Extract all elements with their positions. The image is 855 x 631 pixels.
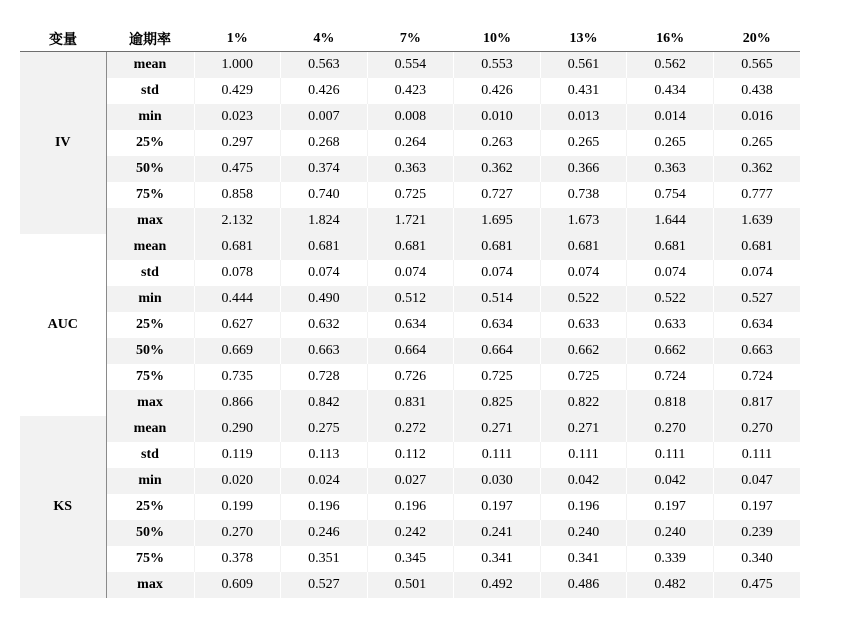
value-cell: 0.735 — [194, 364, 281, 390]
value-cell: 0.275 — [281, 416, 368, 442]
value-cell: 0.111 — [454, 442, 541, 468]
value-cell: 0.633 — [627, 312, 714, 338]
value-cell: 0.111 — [540, 442, 627, 468]
header-rate-7: 7% — [367, 26, 454, 52]
table-row — [20, 416, 800, 442]
value-cell: 0.074 — [454, 260, 541, 286]
stat-label: mean — [106, 234, 194, 260]
stat-label: min — [106, 104, 194, 130]
value-cell: 0.822 — [540, 390, 627, 416]
stat-label: 75% — [106, 182, 194, 208]
value-cell: 0.434 — [627, 78, 714, 104]
value-cell: 1.824 — [281, 208, 368, 234]
value-cell: 0.013 — [540, 104, 627, 130]
stat-label: 25% — [106, 494, 194, 520]
value-cell: 1.644 — [627, 208, 714, 234]
table-row — [20, 312, 800, 338]
stat-label: 50% — [106, 338, 194, 364]
value-cell: 0.270 — [194, 520, 281, 546]
value-cell: 0.490 — [281, 286, 368, 312]
value-cell: 0.362 — [713, 156, 800, 182]
value-cell: 0.777 — [713, 182, 800, 208]
header-variable: 变量 — [20, 26, 106, 52]
value-cell: 0.866 — [194, 390, 281, 416]
stat-label: mean — [106, 52, 194, 79]
value-cell: 0.366 — [540, 156, 627, 182]
value-cell: 0.016 — [713, 104, 800, 130]
value-cell: 0.426 — [454, 78, 541, 104]
value-cell: 0.272 — [367, 416, 454, 442]
value-cell: 0.426 — [281, 78, 368, 104]
value-cell: 0.492 — [454, 572, 541, 598]
value-cell: 0.444 — [194, 286, 281, 312]
table-row — [20, 156, 800, 182]
value-cell: 0.669 — [194, 338, 281, 364]
value-cell: 0.119 — [194, 442, 281, 468]
value-cell: 0.341 — [454, 546, 541, 572]
value-cell: 0.554 — [367, 52, 454, 79]
value-cell: 1.721 — [367, 208, 454, 234]
value-cell: 0.197 — [627, 494, 714, 520]
value-cell: 0.681 — [627, 234, 714, 260]
value-cell: 0.681 — [367, 234, 454, 260]
table-row — [20, 182, 800, 208]
header-rate-20: 20% — [713, 26, 800, 52]
table-row — [20, 52, 800, 79]
value-cell: 0.553 — [454, 52, 541, 79]
stat-label: std — [106, 442, 194, 468]
stat-label: std — [106, 260, 194, 286]
table-row — [20, 130, 800, 156]
value-cell: 0.831 — [367, 390, 454, 416]
value-cell: 0.265 — [627, 130, 714, 156]
value-cell: 0.501 — [367, 572, 454, 598]
value-cell: 1.639 — [713, 208, 800, 234]
value-cell: 0.246 — [281, 520, 368, 546]
value-cell: 0.010 — [454, 104, 541, 130]
stat-label: min — [106, 286, 194, 312]
value-cell: 0.561 — [540, 52, 627, 79]
value-cell: 0.008 — [367, 104, 454, 130]
value-cell: 0.240 — [540, 520, 627, 546]
table-row — [20, 260, 800, 286]
value-cell: 0.345 — [367, 546, 454, 572]
stat-label: 75% — [106, 364, 194, 390]
value-cell: 0.113 — [281, 442, 368, 468]
value-cell: 0.264 — [367, 130, 454, 156]
value-cell: 0.240 — [627, 520, 714, 546]
table-row — [20, 208, 800, 234]
variable-label: KS — [20, 416, 106, 598]
value-cell: 0.265 — [540, 130, 627, 156]
table-row — [20, 468, 800, 494]
value-cell: 0.014 — [627, 104, 714, 130]
value-cell: 0.423 — [367, 78, 454, 104]
value-cell: 0.024 — [281, 468, 368, 494]
stat-label: 75% — [106, 546, 194, 572]
value-cell: 1.673 — [540, 208, 627, 234]
value-cell: 0.363 — [367, 156, 454, 182]
stat-label: mean — [106, 416, 194, 442]
value-cell: 0.825 — [454, 390, 541, 416]
table-row — [20, 338, 800, 364]
table-row — [20, 442, 800, 468]
value-cell: 0.297 — [194, 130, 281, 156]
value-cell: 0.818 — [627, 390, 714, 416]
value-cell: 0.681 — [281, 234, 368, 260]
value-cell: 0.351 — [281, 546, 368, 572]
value-cell: 0.738 — [540, 182, 627, 208]
value-cell: 0.664 — [367, 338, 454, 364]
value-cell: 0.681 — [194, 234, 281, 260]
value-cell: 0.111 — [713, 442, 800, 468]
value-cell: 0.663 — [281, 338, 368, 364]
value-cell: 0.270 — [713, 416, 800, 442]
value-cell: 0.664 — [454, 338, 541, 364]
value-cell: 0.341 — [540, 546, 627, 572]
stat-label: min — [106, 468, 194, 494]
table-row — [20, 286, 800, 312]
value-cell: 0.740 — [281, 182, 368, 208]
header-rate-13: 13% — [540, 26, 627, 52]
value-cell: 0.378 — [194, 546, 281, 572]
value-cell: 0.681 — [713, 234, 800, 260]
value-cell: 0.362 — [454, 156, 541, 182]
table-row — [20, 494, 800, 520]
value-cell: 0.242 — [367, 520, 454, 546]
header-overdue-rate: 逾期率 — [106, 26, 194, 52]
value-cell: 0.725 — [367, 182, 454, 208]
stat-label: max — [106, 572, 194, 598]
stat-label: 25% — [106, 312, 194, 338]
value-cell: 0.482 — [627, 572, 714, 598]
value-cell: 0.663 — [713, 338, 800, 364]
header-rate-10: 10% — [454, 26, 541, 52]
value-cell: 0.340 — [713, 546, 800, 572]
value-cell: 0.030 — [454, 468, 541, 494]
value-cell: 0.438 — [713, 78, 800, 104]
value-cell: 0.512 — [367, 286, 454, 312]
table-row — [20, 364, 800, 390]
value-cell: 0.662 — [627, 338, 714, 364]
value-cell: 0.074 — [540, 260, 627, 286]
value-cell: 0.027 — [367, 468, 454, 494]
stat-label: max — [106, 208, 194, 234]
value-cell: 0.633 — [540, 312, 627, 338]
value-cell: 0.047 — [713, 468, 800, 494]
value-cell: 0.724 — [713, 364, 800, 390]
value-cell: 0.634 — [454, 312, 541, 338]
statistics-table — [20, 26, 800, 598]
value-cell: 0.609 — [194, 572, 281, 598]
value-cell: 0.023 — [194, 104, 281, 130]
value-cell: 0.681 — [540, 234, 627, 260]
value-cell: 0.074 — [713, 260, 800, 286]
value-cell: 0.074 — [281, 260, 368, 286]
value-cell: 0.265 — [713, 130, 800, 156]
value-cell: 0.339 — [627, 546, 714, 572]
value-cell: 0.725 — [454, 364, 541, 390]
value-cell: 0.727 — [454, 182, 541, 208]
value-cell: 0.268 — [281, 130, 368, 156]
value-cell: 0.475 — [713, 572, 800, 598]
value-cell: 0.562 — [627, 52, 714, 79]
value-cell: 0.724 — [627, 364, 714, 390]
value-cell: 0.514 — [454, 286, 541, 312]
value-cell: 0.817 — [713, 390, 800, 416]
table-row — [20, 104, 800, 130]
value-cell: 2.132 — [194, 208, 281, 234]
value-cell: 0.374 — [281, 156, 368, 182]
table-row — [20, 78, 800, 104]
value-cell: 0.527 — [713, 286, 800, 312]
value-cell: 0.858 — [194, 182, 281, 208]
value-cell: 0.271 — [540, 416, 627, 442]
value-cell: 0.431 — [540, 78, 627, 104]
table-row — [20, 520, 800, 546]
value-cell: 0.270 — [627, 416, 714, 442]
table-row — [20, 546, 800, 572]
value-cell: 0.042 — [627, 468, 714, 494]
value-cell: 0.199 — [194, 494, 281, 520]
value-cell: 0.726 — [367, 364, 454, 390]
value-cell: 0.111 — [627, 442, 714, 468]
value-cell: 0.197 — [454, 494, 541, 520]
value-cell: 0.634 — [713, 312, 800, 338]
stat-label: std — [106, 78, 194, 104]
header-row — [20, 26, 800, 52]
table-row — [20, 572, 800, 598]
value-cell: 0.271 — [454, 416, 541, 442]
value-cell: 0.078 — [194, 260, 281, 286]
value-cell: 0.196 — [540, 494, 627, 520]
value-cell: 0.020 — [194, 468, 281, 494]
value-cell: 0.196 — [367, 494, 454, 520]
stat-label: 50% — [106, 520, 194, 546]
value-cell: 0.363 — [627, 156, 714, 182]
value-cell: 0.042 — [540, 468, 627, 494]
value-cell: 0.196 — [281, 494, 368, 520]
value-cell: 0.522 — [540, 286, 627, 312]
stat-label: 25% — [106, 130, 194, 156]
value-cell: 0.842 — [281, 390, 368, 416]
value-cell: 0.634 — [367, 312, 454, 338]
table-header — [20, 26, 800, 52]
header-rate-16: 16% — [627, 26, 714, 52]
header-rate-1: 1% — [194, 26, 281, 52]
value-cell: 0.627 — [194, 312, 281, 338]
value-cell: 0.725 — [540, 364, 627, 390]
table-row — [20, 390, 800, 416]
value-cell: 1.695 — [454, 208, 541, 234]
table-row — [20, 234, 800, 260]
value-cell: 0.728 — [281, 364, 368, 390]
stat-label: max — [106, 390, 194, 416]
value-cell: 0.112 — [367, 442, 454, 468]
value-cell: 0.290 — [194, 416, 281, 442]
value-cell: 0.074 — [367, 260, 454, 286]
value-cell: 0.632 — [281, 312, 368, 338]
value-cell: 0.527 — [281, 572, 368, 598]
value-cell: 0.241 — [454, 520, 541, 546]
stat-label: 50% — [106, 156, 194, 182]
value-cell: 0.475 — [194, 156, 281, 182]
value-cell: 0.074 — [627, 260, 714, 286]
value-cell: 0.522 — [627, 286, 714, 312]
value-cell: 0.754 — [627, 182, 714, 208]
value-cell: 0.565 — [713, 52, 800, 79]
value-cell: 0.486 — [540, 572, 627, 598]
value-cell: 1.000 — [194, 52, 281, 79]
value-cell: 0.263 — [454, 130, 541, 156]
variable-label: IV — [20, 52, 106, 235]
value-cell: 0.662 — [540, 338, 627, 364]
header-rate-4: 4% — [281, 26, 368, 52]
value-cell: 0.681 — [454, 234, 541, 260]
value-cell: 0.563 — [281, 52, 368, 79]
value-cell: 0.007 — [281, 104, 368, 130]
value-cell: 0.197 — [713, 494, 800, 520]
table-body — [20, 52, 800, 599]
value-cell: 0.239 — [713, 520, 800, 546]
value-cell: 0.429 — [194, 78, 281, 104]
variable-label: AUC — [20, 234, 106, 416]
